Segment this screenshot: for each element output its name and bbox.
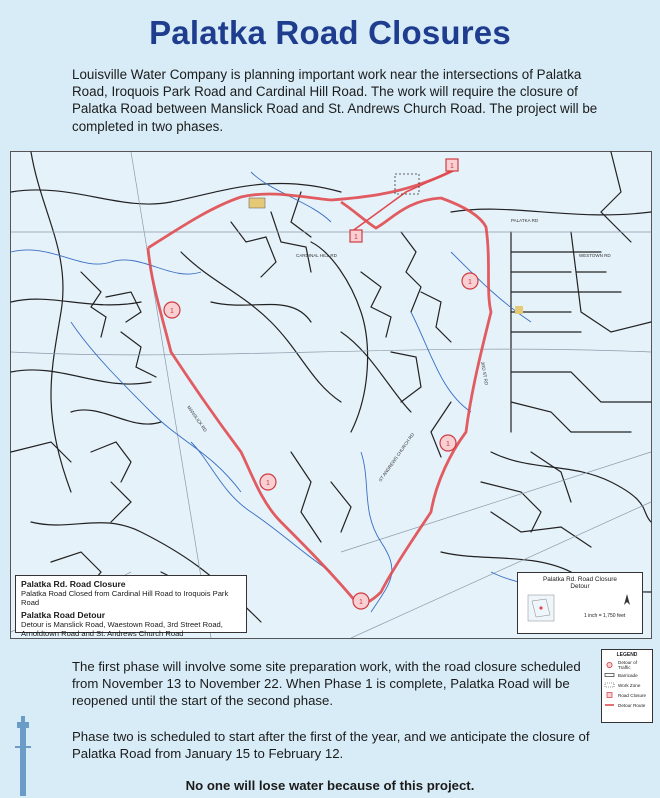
legend-item: Work Zone [604,680,650,690]
svg-text:1: 1 [446,441,450,448]
detour-circle-marker-1 [164,302,180,318]
map-canvas [11,152,651,638]
north-arrow-icon [622,593,632,609]
park-area-2 [515,306,523,314]
street-label: 3RD ST RD [480,361,490,386]
closure-heading: Palatka Rd. Road Closure [21,579,126,589]
detour-circle-marker-2 [462,273,478,289]
park-area [249,198,265,208]
road-closure-icon [604,692,615,698]
street-label: WESTOWN RD [579,253,611,258]
closure-square-marker-1 [446,159,458,171]
streams [11,172,611,612]
street-label: PALATKA RD [511,218,539,223]
detour-route-icon [604,702,615,708]
map-legend [601,649,653,723]
water-tower-icon [8,716,38,798]
svg-text:1: 1 [359,599,363,606]
detour-circle-icon [604,662,615,668]
phase-two-paragraph: Phase two is scheduled to start after the first of the year, and we anticipate the closure of Palatka Road from January 15 to February 12. [72,729,590,762]
legend-item: Detour Route [604,700,650,710]
page-title: Palatka Road Closures [149,14,511,51]
svg-text:1: 1 [468,279,472,286]
intro-paragraph: Louisville Water Company is planning important work near the intersections of Palatka Road, Iroquois Park Road and Cardinal Hill Road. The work will require the closure of Palatka Road between Manslick Road and St. Andrews Church Road. The project will be completed in two phases. [72,67,598,134]
svg-text:1: 1 [266,480,270,487]
inset-locator-map [526,593,556,623]
phase-one-paragraph: The first phase will involve some site preparation work, with the road closure scheduled from November 13 to November 22. When Phase 1 is complete, Palatka Road will be reopened until the start of the second phase. [72,659,581,709]
inset-title: Palatka Rd. Road Closure [543,576,617,583]
legend-item: Barricade [604,670,650,680]
inset-subtitle: Detour [570,583,590,590]
detour-circle-marker-3 [440,435,456,451]
closure-info-box [15,575,247,638]
svg-text:1: 1 [170,308,174,315]
work-zone-icon [604,682,615,688]
svg-text:1: 1 [354,234,358,241]
detour-circle-marker-4 [260,474,276,490]
footer-note: No one will lose water because of this project. [185,778,475,793]
legend-item: Detour of Traffic [604,660,650,670]
street-label: ST ANDREWS CHURCH RD [377,432,416,483]
detour-text: Detour is Manslick Road, Waestown Road, 3rd Street Road, Arnoldtown Road and St. Andrews Church Road [21,620,223,638]
legend-item: Road Closure [604,690,650,700]
barricade-icon [604,672,615,678]
closure-text: Palatka Road Closed from Cardinal Hill Road to Iroquois Park Road [21,589,229,607]
detour-circle-marker-5 [353,593,369,609]
street-network [11,152,651,622]
street-label: CARDINAL HILL RD [296,253,337,258]
closure-square-marker-2 [350,230,362,242]
scale-text: 1 inch = 1,750 feet [584,613,626,619]
legend-title: LEGEND [616,652,638,658]
inset-map-box [517,572,643,634]
detour-heading: Palatka Road Detour [21,610,106,620]
street-label: MANSLICK RD [186,404,208,433]
svg-text:1: 1 [450,163,454,170]
